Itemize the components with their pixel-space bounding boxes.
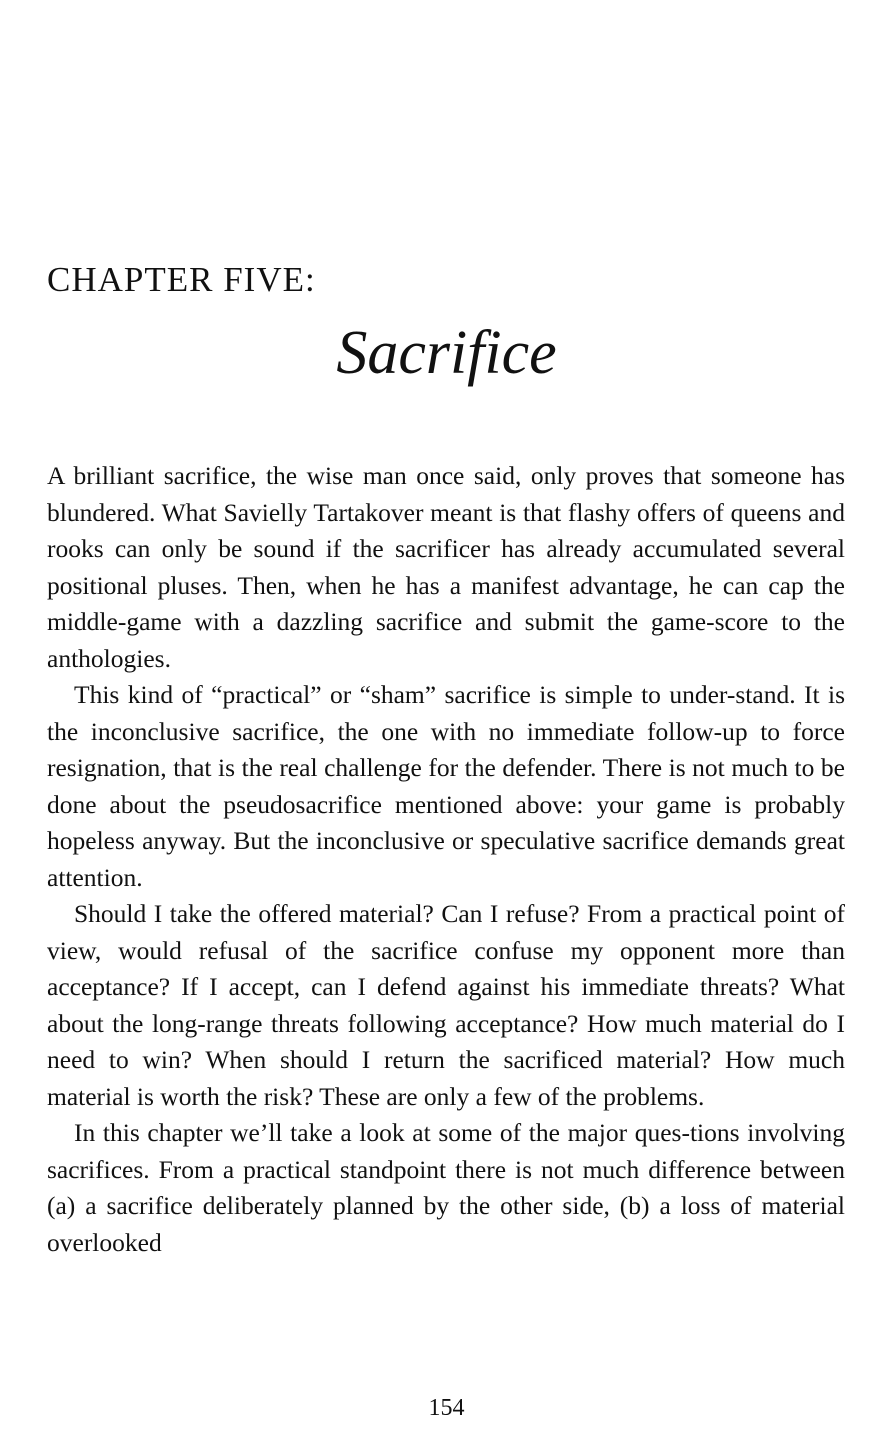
paragraph-1: A brilliant sacrifice, the wise man once said, only proves that someone has blundered. What Savielly Tartakover meant is that flashy offers of queens and rooks can only be sound if the sacrificer has already accumulated several positional pluses. Then, when he has a manifest advantage, he can cap the middle-game with a dazzling sacrifice and submit the game-score to the anthologies. [47,461,845,673]
chapter-label: CHAPTER FIVE: [47,260,316,299]
chapter-title-text: Sacrifice [336,319,557,387]
body-text [47,458,845,1261]
chapter-title [0,319,893,387]
paragraph-3: Should I take the offered material? Can I refuse? From a practical point of view, would refusal of the sacrifice confuse my opponent more than acceptance? If I accept, can I defend against his immediate threats? What about the long-range threats following acceptance? How much material do I need to win? When should I return the sacrificed material? How much material is worth the risk? These are only a few of the problems. [47,899,845,1111]
page-number: 154 [428,1395,465,1421]
paragraph-2: This kind of “practical” or “sham” sacrifice is simple to under-stand. It is the inconclusive sacrifice, the one with no immediate follow-up to force resignation, that is the real challenge for the defender. There is not much to be done about the pseudosacrifice mentioned above: your game is probably hopeless anyway. But the inconclusive or speculative sacrifice demands great attention. [47,680,845,892]
paragraph-4: In this chapter we’ll take a look at some of the major ques-tions involving sacrifices. From a practical standpoint there is not much difference between (a) a sacrifice deliberately planned by the other side, (b) a loss of material overlooked [47,1118,845,1257]
